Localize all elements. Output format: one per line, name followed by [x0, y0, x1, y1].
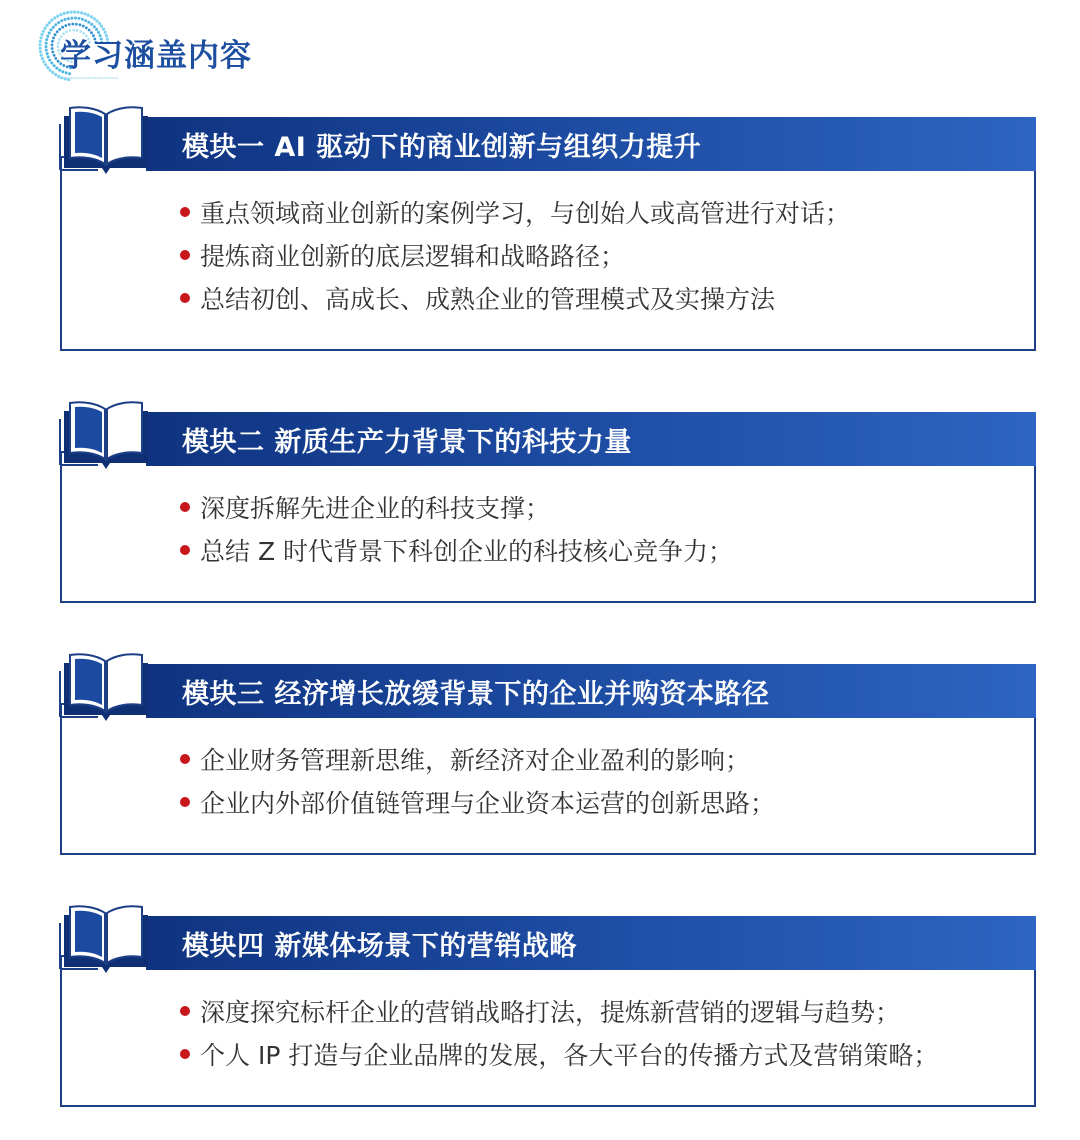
module-title: 模块四 新媒体场景下的营销战略	[182, 930, 577, 962]
header-dot	[99, 77, 101, 79]
header-dot	[57, 77, 59, 79]
header-dot	[95, 77, 97, 79]
bullet-list	[180, 485, 733, 571]
open-book-icon	[58, 397, 154, 473]
header-dot	[51, 47, 54, 50]
bullet-list	[180, 737, 775, 823]
header-dot	[50, 28, 53, 31]
header-dot	[90, 23, 93, 26]
header-dot	[54, 73, 57, 76]
header-dot	[87, 14, 90, 17]
list-item-text: 总结 Z 时代背景下科创企业的科技核心竞争力；	[200, 536, 734, 566]
header-dot	[84, 77, 86, 79]
open-book-icon	[58, 102, 154, 178]
module-title: 模块三 经济增长放缓背景下的企业并购资本路径	[182, 678, 770, 710]
list-item	[180, 190, 850, 233]
header-dot	[54, 23, 57, 26]
header-dot	[88, 77, 90, 79]
header-dot	[83, 12, 86, 15]
header-dot	[80, 11, 83, 14]
bullet-list	[180, 190, 850, 319]
list-item	[180, 1032, 938, 1075]
header-dot	[44, 63, 47, 66]
module-content-box	[60, 955, 1036, 1107]
header-dot	[114, 77, 116, 79]
header-dot	[64, 18, 67, 21]
header-dot	[40, 54, 43, 57]
header-dot	[86, 77, 88, 79]
list-item	[180, 989, 938, 1032]
list-item-text: 深度拆解先进企业的科技支撑；	[200, 493, 551, 523]
page-title: 学习涵盖内容	[60, 38, 252, 74]
header-dot	[66, 77, 68, 79]
header-dot	[45, 49, 48, 52]
header-dot	[53, 54, 56, 57]
header-dot	[63, 12, 66, 15]
header-dot	[56, 30, 59, 33]
header-dot	[54, 57, 57, 60]
bullet-dot-icon	[180, 1049, 190, 1059]
header-dot	[68, 23, 71, 26]
header-dot	[62, 77, 64, 79]
page-header	[28, 8, 288, 82]
list-item-text: 提炼商业创新的底层逻辑和战略路径；	[200, 241, 626, 271]
list-item-text: 深度探究标杆企业的营销战略打法，提炼新营销的逻辑与趋势；	[200, 997, 901, 1027]
module-1	[60, 102, 1036, 351]
header-dot	[81, 18, 84, 21]
header-dot	[64, 24, 67, 27]
header-dot	[60, 19, 63, 22]
header-dot	[117, 77, 118, 79]
header-dot	[73, 10, 76, 13]
bullet-dot-icon	[180, 207, 190, 217]
header-dot	[47, 55, 50, 58]
open-book-icon	[58, 649, 154, 725]
list-item	[180, 276, 850, 319]
header-dot	[82, 25, 85, 28]
header-dot	[57, 21, 60, 24]
header-dot	[51, 51, 54, 54]
bullet-list	[180, 989, 938, 1075]
header-dot	[39, 47, 42, 50]
header-dot	[45, 42, 48, 45]
header-dot	[71, 23, 74, 26]
open-book-icon	[58, 901, 154, 977]
header-dot	[70, 11, 73, 14]
header-dot	[75, 77, 77, 79]
header-dot	[70, 77, 72, 79]
header-dot	[100, 25, 103, 28]
header-dot	[50, 19, 53, 22]
header-dot	[93, 17, 96, 20]
header-dot	[110, 77, 112, 79]
list-item	[180, 485, 733, 528]
header-dot	[66, 11, 69, 14]
bullet-dot-icon	[180, 545, 190, 555]
header-dot	[103, 77, 105, 79]
list-item	[180, 780, 775, 823]
module-2	[60, 397, 1036, 603]
header-dot	[53, 16, 56, 19]
module-banner	[146, 916, 1036, 970]
list-item	[180, 233, 850, 276]
header-dot	[51, 71, 54, 74]
bullet-dot-icon	[180, 754, 190, 764]
header-dot	[59, 77, 61, 79]
header-dot	[42, 30, 45, 33]
header-dot	[49, 69, 52, 72]
header-dot	[48, 21, 51, 24]
bullet-dot-icon	[180, 797, 190, 807]
header-dot	[55, 67, 58, 70]
header-dot	[48, 32, 51, 35]
header-dot	[38, 43, 41, 46]
module-banner	[146, 664, 1036, 718]
module-banner	[146, 117, 1036, 171]
header-dot	[48, 59, 51, 62]
header-dot	[67, 17, 70, 20]
header-dot	[61, 26, 64, 29]
list-item	[180, 737, 775, 780]
module-content-box	[60, 451, 1036, 603]
header-dot	[39, 40, 42, 43]
header-dot	[79, 23, 82, 26]
header-dot	[81, 77, 83, 79]
header-dot	[46, 52, 49, 55]
header-dot	[51, 44, 54, 47]
header-dot	[90, 77, 92, 79]
module-banner	[146, 412, 1036, 466]
module-3	[60, 649, 1036, 855]
module-title: 模块二 新质生产力背景下的科技力量	[182, 426, 632, 458]
header-dot	[106, 77, 108, 79]
header-dot	[77, 11, 80, 14]
header-dot	[93, 25, 96, 28]
header-dot	[57, 46, 60, 49]
list-item-text: 企业财务管理新思维，新经济对企业盈利的影响；	[200, 745, 751, 775]
bullet-dot-icon	[180, 293, 190, 303]
header-dot	[53, 64, 56, 67]
header-dot	[108, 77, 110, 79]
header-dot	[59, 13, 62, 16]
header-dot	[46, 35, 49, 38]
header-dot	[39, 50, 42, 53]
header-dot	[74, 17, 77, 20]
header-dot	[70, 17, 73, 20]
header-dot	[92, 77, 94, 79]
header-dot	[85, 26, 88, 29]
header-dot	[50, 62, 53, 65]
list-item-text: 个人 IP 打造与企业品牌的发展，各大平台的传播方式及营销策略；	[200, 1040, 939, 1070]
header-dot	[40, 33, 43, 36]
header-dot	[77, 77, 79, 79]
header-dot	[45, 38, 48, 41]
header-dot	[90, 15, 93, 18]
header-dot	[68, 77, 70, 79]
header-dot	[39, 36, 42, 39]
bullet-dot-icon	[180, 502, 190, 512]
header-dot	[45, 45, 48, 48]
header-dot	[78, 17, 81, 20]
header-dot	[41, 57, 44, 60]
bullet-dot-icon	[180, 1006, 190, 1016]
list-item-text: 企业内外部价值链管理与企业资本运营的创新思路；	[200, 788, 776, 818]
module-content-box	[60, 703, 1036, 855]
header-dot	[84, 19, 87, 22]
header-dot	[97, 77, 99, 79]
header-dot	[75, 23, 78, 26]
list-item-text: 总结初创、高成长、成熟企业的管理模式及实操方法	[200, 284, 776, 314]
header-dot	[73, 77, 75, 79]
header-dot	[44, 27, 47, 30]
header-dot	[52, 26, 55, 29]
module-content-box	[60, 156, 1036, 351]
header-dot	[79, 77, 81, 79]
header-dot	[46, 66, 49, 69]
header-dot	[46, 24, 49, 27]
header-dot	[56, 15, 59, 18]
header-dot	[54, 33, 57, 36]
header-dot	[95, 19, 98, 22]
list-item	[180, 528, 733, 571]
header-dot	[42, 60, 45, 63]
header-dot	[87, 21, 90, 24]
header-dot	[101, 77, 103, 79]
header-dot	[51, 40, 54, 43]
header-dot	[52, 37, 55, 40]
header-dot	[112, 77, 114, 79]
header-dot	[98, 22, 101, 25]
bullet-dot-icon	[180, 250, 190, 260]
list-item-text: 重点领域商业创新的案例学习，与创始人或高管进行对话；	[200, 198, 851, 228]
header-dot	[64, 77, 66, 79]
module-4	[60, 901, 1036, 1107]
module-title: 模块一 AI 驱动下的商业创新与组织力提升	[182, 131, 702, 163]
